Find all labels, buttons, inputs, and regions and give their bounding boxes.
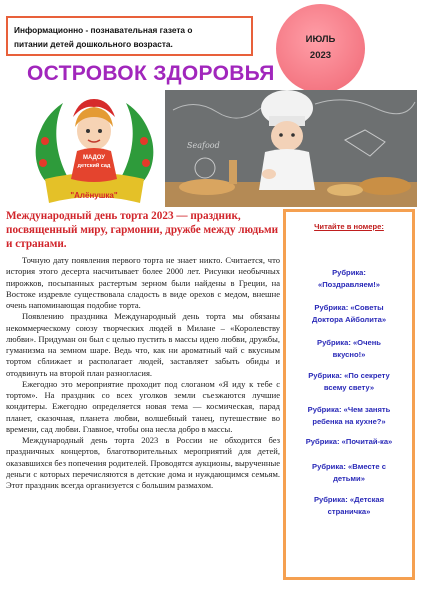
baby-chef-photo bbox=[165, 90, 417, 207]
logo-text-line-2: детский сад bbox=[77, 163, 111, 169]
contents-item-line-2: страничка» bbox=[327, 506, 371, 516]
article-paragraph-2: Появлению праздника Международный день торта мы обязаны некоммерческому союзу творческих людей в Милане – «Королевству любви». Придуман он был с целью пустить в массы идею любви, дружбы, гуманизма на земном шаре. Ведь что, как ни ароматный чай с вкусным тортом сближает и располагает людей, заставляет забыть обиды и отодвинуть на второй план разногласия. bbox=[6, 311, 280, 378]
contents-item-kids-page[interactable] bbox=[290, 494, 408, 517]
contents-item-with-children[interactable] bbox=[290, 461, 408, 484]
contents-item-kitchen-activities[interactable] bbox=[290, 404, 408, 427]
issue-year: 2023 bbox=[309, 50, 332, 61]
contents-item-line-2: ребенка на кухне?» bbox=[312, 416, 386, 426]
contents-header: Читайте в номере: bbox=[314, 222, 384, 231]
subtitle-line-1: Информационно - познавательная газета о bbox=[14, 25, 193, 35]
newspaper-subtitle-box bbox=[6, 16, 253, 56]
contents-item-line-1: Рубрика: «Чем занять bbox=[307, 405, 391, 414]
contents-item-secret[interactable] bbox=[290, 370, 408, 393]
contents-item-line-1: Рубрика: bbox=[332, 268, 366, 277]
contents-item-line-2: всему свету» bbox=[323, 382, 375, 392]
contents-item-congratulations[interactable] bbox=[290, 267, 408, 290]
contents-item-line-2: «Поздравляем!» bbox=[318, 279, 380, 289]
article-paragraph-4: Международный день торта 2023 в России не обходится без праздничных концертов, благотворительных мероприятий для детей, оказавшихся без попечения родителей. Проводятся аукционы, вырученные деньги с которых перечисляются в детские дома и нуждающимся семьям. Этот праздник всегда организуется с большим размахом. bbox=[6, 435, 280, 490]
contents-item-line-2: вкусно!» bbox=[332, 349, 366, 359]
logo-text-line-1: МАДОУ bbox=[82, 155, 106, 161]
article-paragraph-1: Точную дату появления первого торта не знает никто. Считается, что история этого десерта насчитывает более 2000 лет. Рисунки необычных пирожков, посыпанных растертым зерном были найдены в Греции, на Востоке издревле существовала сладость в виде орехов с медом, внешне очень напоминающая подобие торта. bbox=[6, 255, 280, 310]
article-body bbox=[6, 255, 280, 491]
contents-item-very-tasty[interactable] bbox=[290, 337, 408, 360]
newspaper-title: ОСТРОВОК ЗДОРОВЬЯ bbox=[27, 62, 275, 85]
contents-item-line-2: Доктора Айболита» bbox=[311, 314, 387, 324]
article-paragraph-3: Ежегодно это мероприятие проходит под слоганом «Я иду к тебе с тортом». На праздник со всех уголков земли съезжаются лучшие кондитеры. Ежегодно определяется новая тема — космическая, парад планет, сказочная, планета любви, волшебный танец, путешествие во времени, сад любви. Главное, чтобы она несла добро в массы. bbox=[6, 378, 280, 434]
article-title: Международный день торта 2023 — праздник, посвященный миру, гармонии, дружбе между людьми и странами. bbox=[6, 210, 279, 250]
contents-item-reading[interactable] bbox=[290, 436, 408, 448]
issue-month: ИЮЛЬ bbox=[305, 34, 336, 45]
logo-text-line-3: "Алёнушка" bbox=[70, 191, 118, 200]
contents-item-line-1: Рубрика: «Очень bbox=[317, 338, 381, 347]
contents-item-line-1: Рубрика: «Почитай-ка» bbox=[305, 437, 393, 446]
baby-face bbox=[271, 121, 303, 151]
subtitle-line-2: питании детей дошкольного возраста. bbox=[14, 39, 173, 49]
contents-item-doctor-advice[interactable] bbox=[290, 302, 408, 325]
contents-item-line-1: Рубрика: «Вместе с bbox=[312, 462, 386, 471]
kindergarten-logo bbox=[27, 93, 162, 211]
table-of-contents bbox=[283, 209, 415, 580]
contents-item-line-1: Рубрика: «Советы bbox=[314, 303, 384, 312]
chalkboard-text: Seafood bbox=[187, 141, 220, 150]
contents-item-line-1: Рубрика: «По секрету bbox=[308, 371, 390, 380]
issue-date-circle bbox=[276, 4, 365, 93]
contents-item-line-2: детьми» bbox=[333, 473, 365, 483]
contents-item-line-1: Рубрика: «Детская bbox=[313, 495, 385, 504]
